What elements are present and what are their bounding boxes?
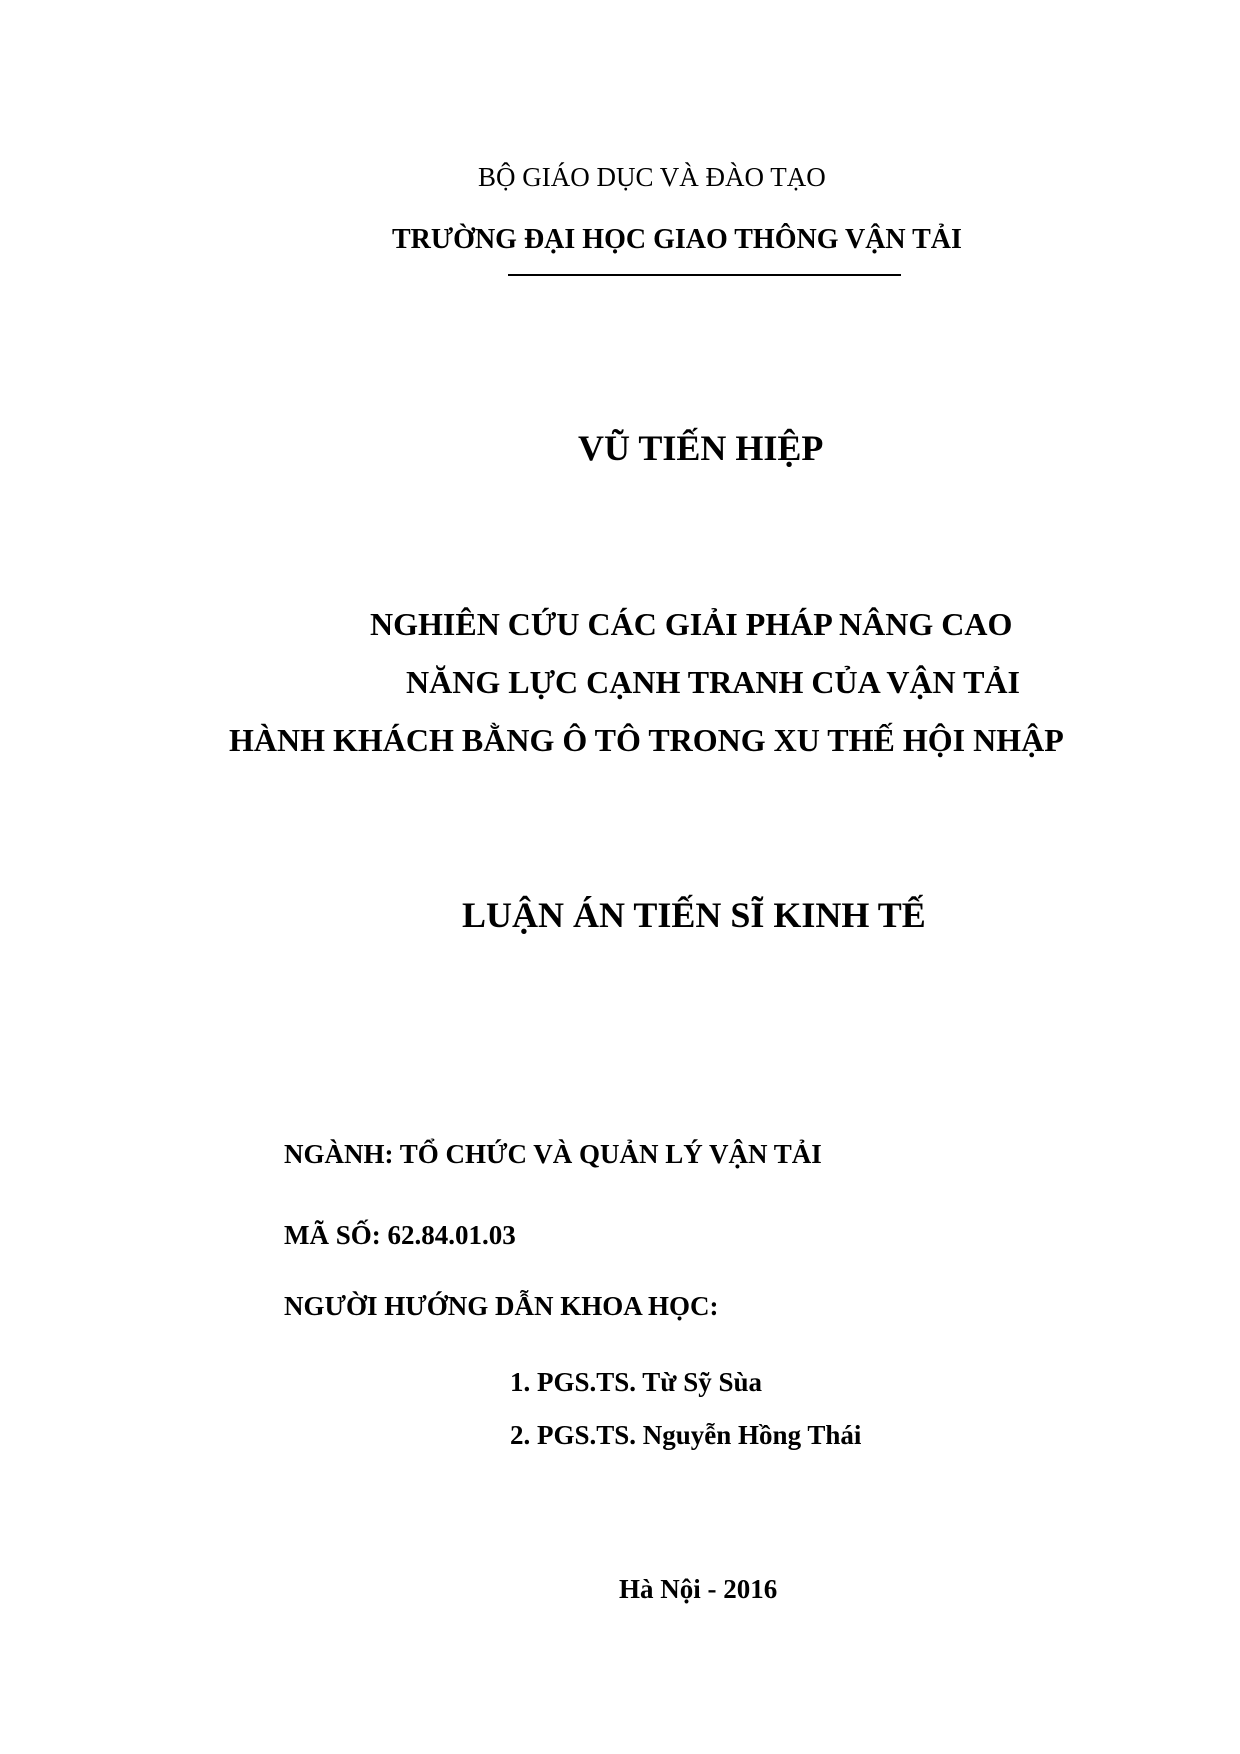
field-of-study: NGÀNH: TỔ CHỨC VÀ QUẢN LÝ VẬN TẢI: [284, 1139, 822, 1169]
author-name: VŨ TIẾN HIỆP: [578, 428, 824, 468]
thesis-title-line-1: NGHIÊN CỨU CÁC GIẢI PHÁP NÂNG CAO: [370, 606, 1013, 642]
advisor-item-1: 1. PGS.TS. Từ Sỹ Sùa: [510, 1367, 763, 1397]
university-name: TRƯỜNG ĐẠI HỌC GIAO THÔNG VẬN TẢI: [392, 224, 962, 255]
place-and-year: Hà Nội - 2016: [619, 1574, 778, 1604]
header-divider: [508, 274, 901, 276]
field-code: MÃ SỐ: 62.84.01.03: [284, 1220, 516, 1250]
thesis-title-line-3: HÀNH KHÁCH BẰNG Ô TÔ TRONG XU THẾ HỘI NHẬP: [229, 722, 1064, 758]
advisor-item-2: 2. PGS.TS. Nguyễn Hồng Thái: [510, 1420, 862, 1450]
thesis-title-line-2: NĂNG LỰC CẠNH TRANH CỦA VẬN TẢI: [406, 664, 1020, 700]
advisor-label: NGƯỜI HƯỚNG DẪN KHOA HỌC:: [284, 1291, 719, 1321]
degree-title: LUẬN ÁN TIẾN SĨ KINH TẾ: [462, 895, 926, 935]
ministry-name: BỘ GIÁO DỤC VÀ ĐÀO TẠO: [478, 162, 826, 192]
